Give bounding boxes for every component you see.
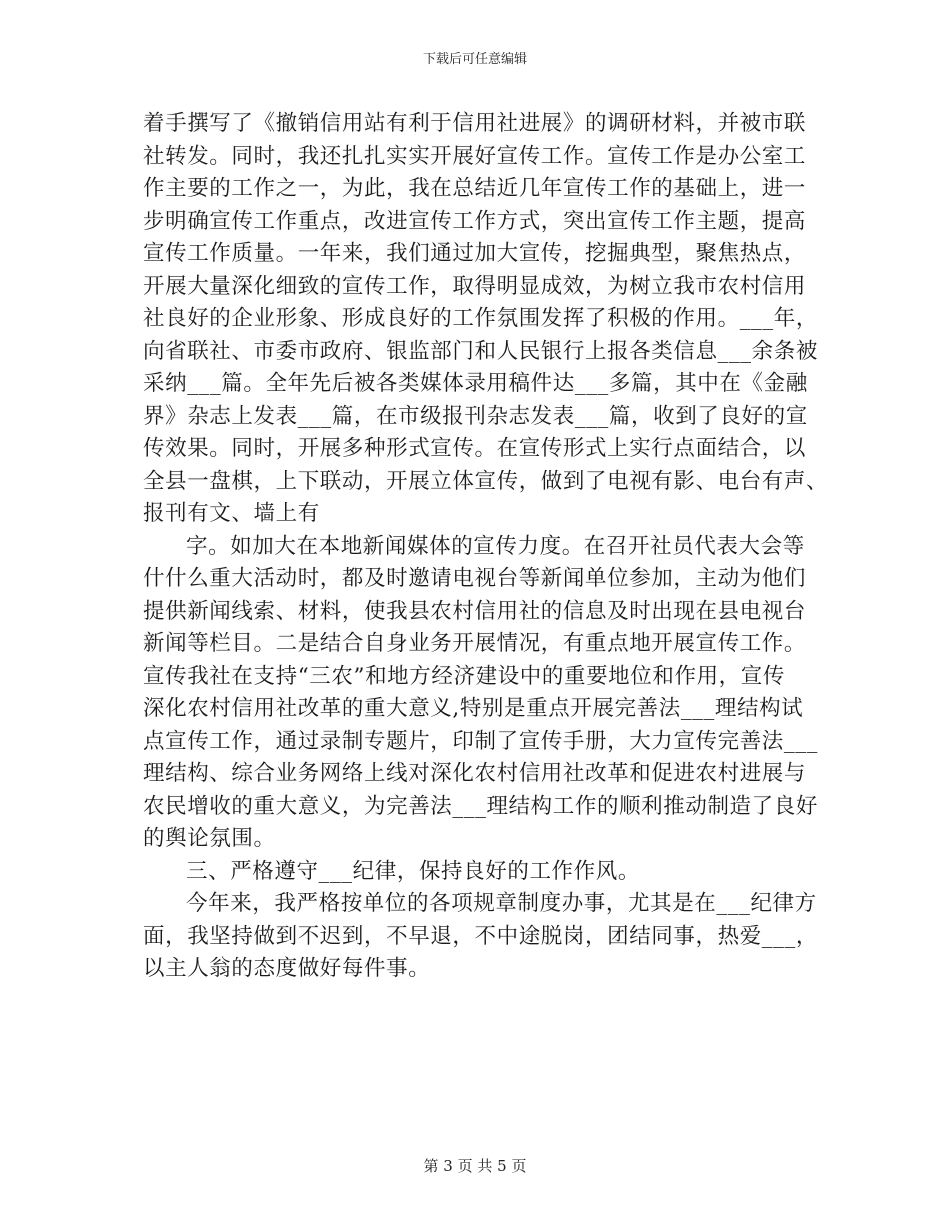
text-line: 全县一盘棋，上下联动，开展立体宣传，做到了电视有影、电台有声、: [143, 468, 829, 494]
text-line: 以主人翁的态度做好每件事。: [143, 956, 431, 981]
text-line: 农民增收的重大意义，为完善法___理结构工作的顺利推动制造了良好: [143, 793, 818, 819]
text-line: 深化农村信用社改革的重大意义,特别是重点开展完善法___理结构试: [143, 696, 804, 721]
text-line: 采纳___篇。全年先后被各类媒体录用稿件达___多篇，其中在《金融: [143, 371, 808, 396]
text-line: 界》杂志上发表___篇，在市级报刊杂志发表___篇，收到了良好的宣: [143, 403, 808, 429]
text-line: 传效果。同时，开展多种形式宣传。在宣传形式上实行点面结合，以: [143, 436, 807, 461]
text-line: 理结构、综合业务网络上线对深化农村信用社改革和促进农村进展与: [143, 761, 807, 786]
text-line: 的舆论氛围。: [143, 826, 276, 851]
text-line: 点宣传工作，通过录制专题片，印制了宣传手册，大力宣传完善法___: [143, 728, 818, 754]
text-line: 社良好的企业形象、形成良好的工作氛围发挥了积极的作用。___年，: [143, 306, 818, 331]
text-line: 字。如加大在本地新闻媒体的宣传力度。在召开社员代表大会等: [186, 533, 805, 559]
page-header: 下载后可任意编辑: [422, 52, 527, 67]
text-line: 宣传我社在支持“三农”和地方经济建设中的重要地位和作用，宣传: [143, 663, 785, 689]
text-line: 开展大量深化细致的宣传工作，取得明显成效，为树立我市农村信用: [143, 273, 807, 299]
text-line: 提供新闻线索、材料，使我县农村信用社的信息及时出现在县电视台: [143, 598, 807, 624]
document-body: [143, 108, 829, 986]
text-line: 报刊有文、墙上有: [143, 501, 320, 526]
text-line: 步明确宣传工作重点，改进宣传工作方式，突出宣传工作主题，提高: [143, 208, 807, 234]
text-line: 什什么重大活动时，都及时邀请电视台等新闻单位参加，主动为他们: [143, 566, 807, 591]
text-line: 今年来，我严格按单位的各项规章制度办事，尤其是在___纪律方: [186, 891, 817, 916]
text-line: 社转发。同时，我还扎扎实实开展好宣传工作。宣传工作是办公室工: [143, 143, 807, 169]
text-line: 面，我坚持做到不迟到，不早退，不中途脱岗，团结同事，热爱___，: [143, 923, 818, 949]
text-line: 宣传工作质量。一年来，我们通过加大宣传，挖掘典型，聚焦热点，: [143, 241, 807, 266]
text-line: 新闻等栏目。二是结合自身业务开展情况，有重点地开展宣传工作。: [143, 631, 807, 656]
text-line: 作主要的工作之一，为此，我在总结近几年宣传工作的基础上，进一: [143, 176, 807, 201]
text-line: 向省联社、市委市政府、银监部门和人民银行上报各类信息___余条被: [143, 338, 818, 364]
page-footer: 第 3 页 共 5 页: [423, 1157, 527, 1175]
section-heading: 三、严格遵守___纪律，保持良好的工作作风。: [186, 858, 640, 884]
text-line: 着手撰写了《撤销信用站有利于信用社进展》的调研材料，并被市联: [143, 111, 807, 136]
